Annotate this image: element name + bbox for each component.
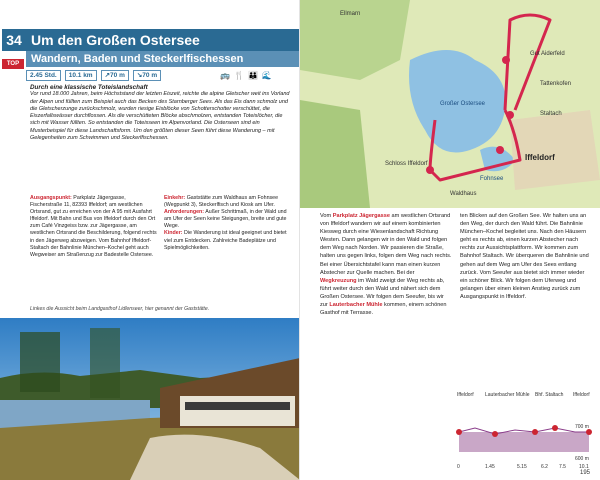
restaurant-icon: 🍴 [233, 71, 244, 80]
info-col-2 [164, 195, 292, 259]
body-text-2: im Wald zweigt der Weg rechts ab, führt weiter durch den Wald und nähert sich dem Großen Ostersee. Wir folgen dem Seeufer, bis wir zur [320, 277, 445, 309]
intro-text [30, 84, 292, 142]
page-number: 195 [580, 470, 591, 476]
body-text-3: kommen, einem schönen Gasthof mit Terrasse. [320, 302, 447, 317]
place-wegkreuzung: Wegkreuzung [320, 277, 357, 284]
profile-place-1: Iffeldorf [457, 392, 474, 398]
place-parkplatz: Parkplatz Jägergasse [332, 213, 390, 219]
right-page [300, 0, 600, 480]
profile-dist-2: 1.45 [485, 464, 495, 470]
stat-descent: ↘70 m [133, 70, 161, 81]
requirements-label: Anforderungen: [164, 209, 205, 216]
kids-icon: 👪 [247, 71, 258, 80]
info-col-1 [30, 195, 158, 259]
profile-dist-6: 10.1 [579, 464, 589, 470]
map-label-staltach: Staltach [540, 111, 562, 117]
einkehr-text: Gaststätte zum Waldhaus am Fohnsee (Wegpunkt 3), Steckerlfisch und Kiosk am Ufer. [164, 195, 279, 209]
profile-place-2: Lauterbacher Mühle [485, 392, 530, 398]
map-label-tatten: Tattenkofen [540, 81, 572, 87]
intro-heading: Durch eine klassische Toteislandschaft [30, 84, 148, 91]
tour-number: 34 [2, 29, 26, 51]
profile-place-3: Bhf. Staltach [535, 392, 564, 398]
profile-dist-4: 6.2 [541, 464, 548, 470]
tour-title: Um den Großen Ostersee [26, 29, 300, 51]
stat-duration: 2.45 Std. [26, 70, 61, 81]
start-label: Ausgangspunkt: [30, 195, 72, 201]
profile-dist-1: 0 [457, 464, 460, 470]
info-box [30, 195, 292, 259]
body-lead: Vom [320, 213, 333, 219]
profile-dist-5: 7.5 [559, 464, 566, 470]
body-text-1: am westlichen Ortsrand von Iffeldorf wandern wir auf einem kombinierten Kiesweg durch eine Wiesenlandschaft Richtung Westen. Dann gelangen wir in den Wald und folgen dem Weg nach Norden. Wir passieren die Straße, halten uns gegen links, folgen dem Weg nach rechts. Bei einer Übersichtstafel kann man einen kurzen Abstecher zur Quelle machen. Bei der [320, 213, 452, 276]
map-label-schloss: Schloss Iffeldorf [385, 161, 428, 167]
tour-icons [220, 71, 272, 80]
route-map [300, 0, 600, 208]
map-label-fohnsee: Fohnsee [480, 176, 504, 182]
tour-stats [26, 70, 161, 82]
map-label-iffeldorf: Iffeldorf [525, 153, 555, 162]
start-text: Parkplatz Jägergasse, Fischerstraße 11, 82393 Iffeldorf; am westlichen Ortsrand, gut zu erreichen von der A 95 mit Ausfahrt Iffeldorf. Mit Bahn und Bus von Iffeldorf durch den Ort zum Café Vinzgeiss bzw. zur Jägergasse, am westlichen Ortsrand die Beschilderung, folgend rechts in den Jägerweg abzweigen. Vom Bahnhof Iffeldorf-Staltach der Bahnlinie München–Kochel geht auch Wegweiser am Straßenzug zur Badestelle Ostersee. [30, 195, 157, 258]
swim-icon: 🌊 [261, 71, 272, 80]
route-description [320, 212, 592, 390]
stat-distance: 10.1 km [65, 70, 97, 81]
requirements-text: Außer Schrittmaß, in der Wald und am Ufer der Seen keine Steigungen, breite und gute Wege. [164, 209, 287, 230]
body-text-col2: ten Blicken auf den Großen See. Wir halten uns an den Weg, der durch den Wald führt. Die Bahnlinie München–Kochel begleitet uns. Nach den Häusern geht es rechts ab, einen kurzen Abstecher nach rechts zur Aussichtsplattform. Wir kommen zum Bahnhof Staltach. Wir überqueren die Bahnlinie und gehen auf dem Weg am Ufer des Sees entlang zurück. Vom Seeufer aus bietet sich immer wieder ein schöner Blick. Wir folgen dem Uferweg und gelangen über einen kleinen Anstieg zurück zum Ausgangspunkt in Iffeldorf. [460, 213, 589, 300]
landscape-photo [0, 318, 300, 480]
map-label-waldhaus: Waldhaus [450, 191, 477, 197]
profile-dist-3: 5.15 [517, 464, 527, 470]
body-col-2 [460, 212, 592, 390]
place-muehle: Lauterbacher Mühle [329, 302, 383, 309]
profile-place-4: Iffeldorf [573, 392, 590, 398]
stat-ascent: ↗70 m [101, 70, 129, 81]
photo-caption: Linkes die Aussicht beim Landgasthof Lidlenseer, hier genannt der Gaststätte. [30, 306, 210, 312]
kids-label: Kinder: [164, 230, 183, 237]
map-label-ellmarn: Ellmarn [340, 11, 361, 17]
kids-text: Die Wanderung ist ideal geeignet und bietet viel zum Entdecken. Zahlreiche Badeplätze und Spielmöglichkeiten. [164, 230, 287, 251]
profile-elev-top: 700 m [575, 424, 589, 430]
top-badge: TOP [2, 59, 24, 69]
bus-icon: 🚌 [220, 71, 230, 80]
elevation-profile [455, 388, 595, 473]
tour-subtitle: Wandern, Baden und Steckerlfischessen [26, 51, 300, 67]
map-label-ostersee: Großer Ostersee [440, 101, 486, 107]
intro-paragraph: Vor rund 18.000 Jahren, beim Höchststand der letzten Eiszeit, reichte die alpine Gletscher weit ins Vorland der Alpen und füllten zum Beispiel auch das Becken des Starnberger Sees. Als das Eis dann schmolz und die Gletscherzunge zurückschmolz, wurden riesige Eisblöcke von Schotterschotter verschüttet, die Eiszerfallswässer durchflossen. Als die verschütteten Blöcke abschmolzen, entstanden Toteislöcher, die sich mit Wasser füllten. So entstanden die Toteisseen im Alpenvorland. Die Osterseen sind ein Musterbeispiel für diese Landschaftsform. Um den größten dieser Seen führt diese Wanderung – mit Gelegenheiten zum Schwimmen und Steckerlfischessen. [30, 91, 290, 142]
einkehr-label: Einkehr: [164, 195, 186, 201]
profile-elev-bottom: 600 m [575, 456, 589, 462]
map-label-gut: Gut Aiderfeld [530, 51, 565, 57]
body-col-1 [320, 212, 452, 390]
